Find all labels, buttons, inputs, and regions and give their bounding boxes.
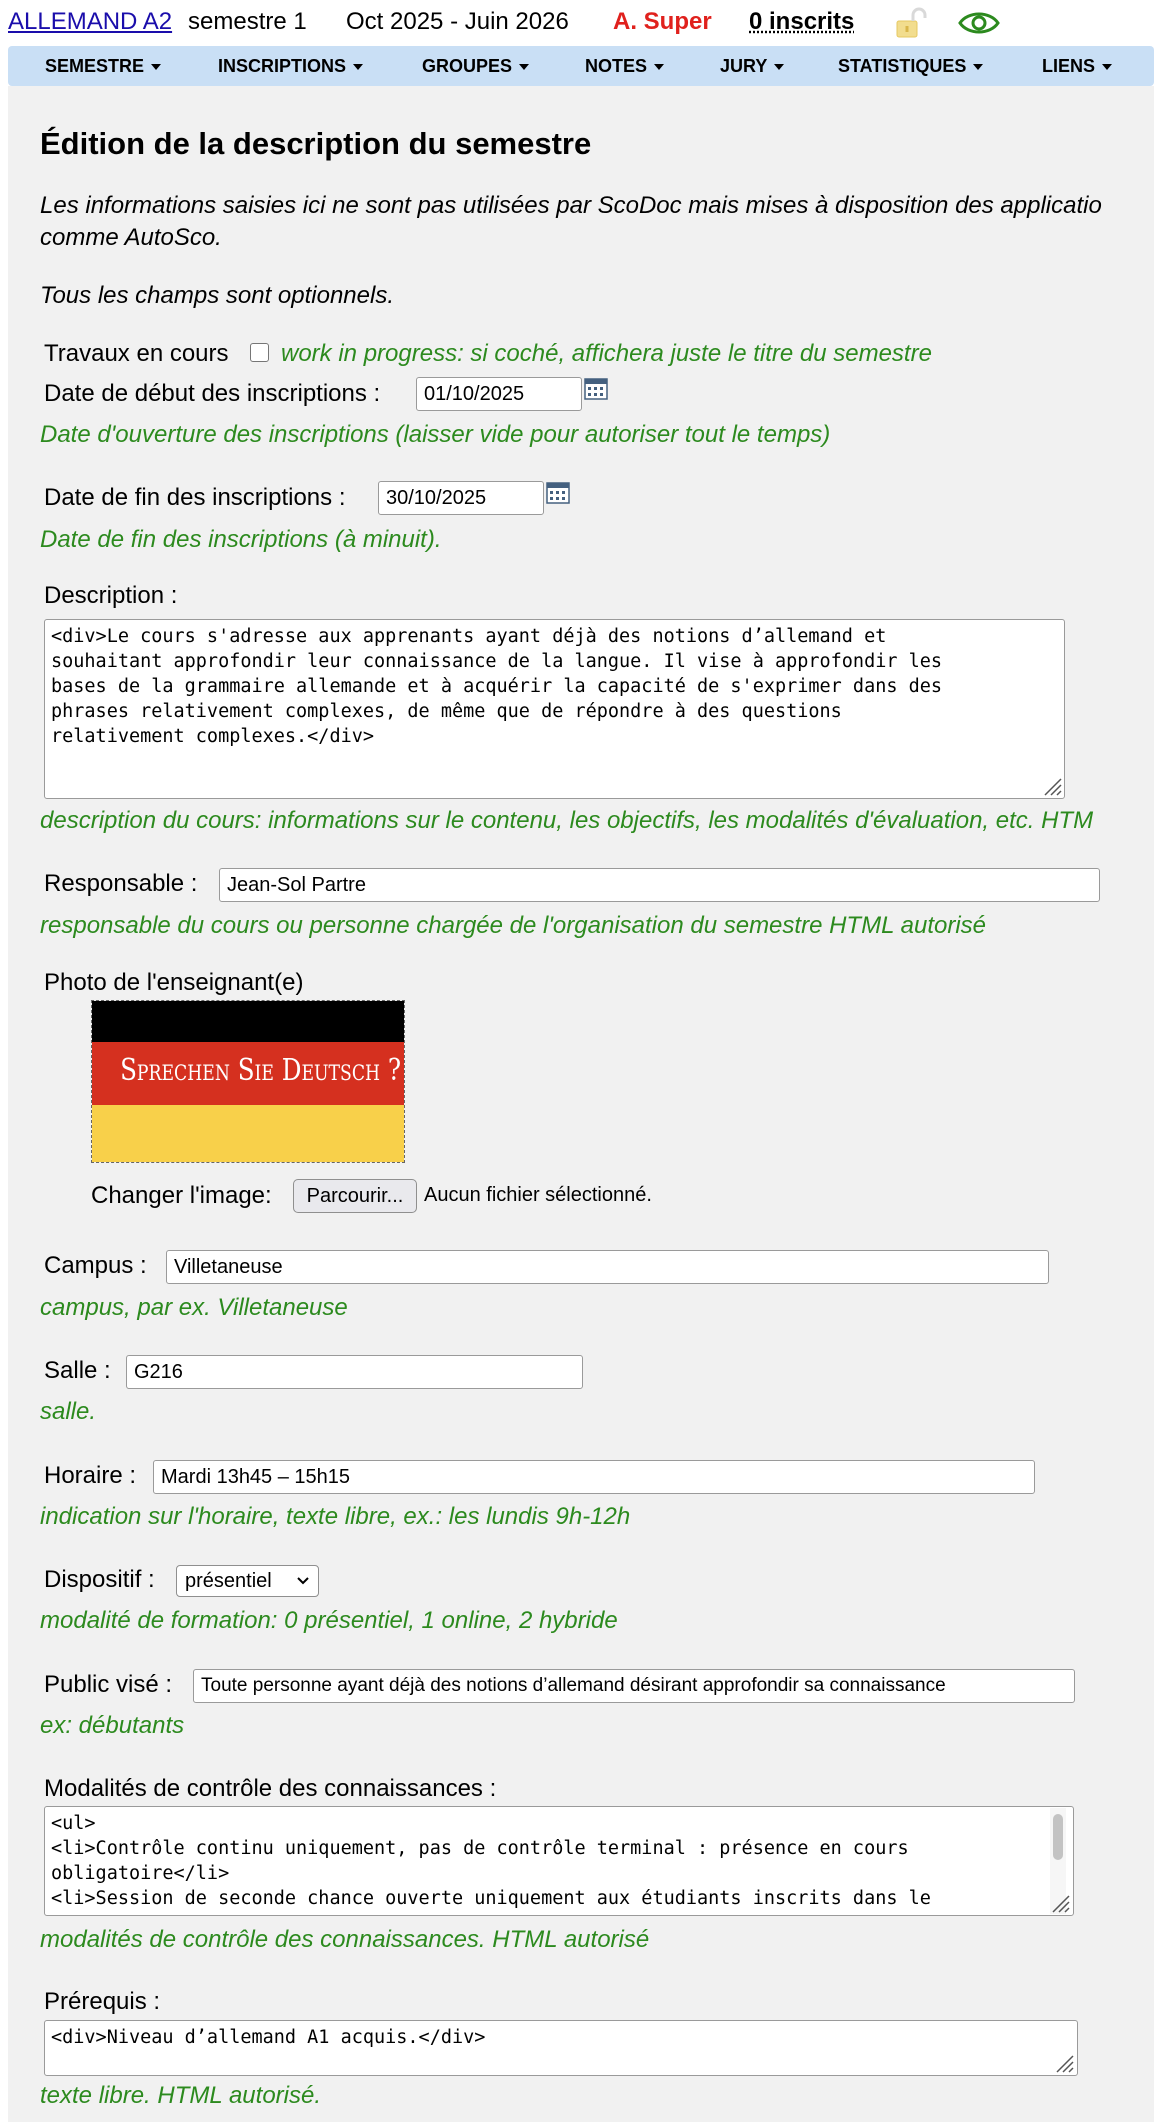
intro-text-line1: Les informations saisies ici ne sont pas utilisées par ScoDoc mais mises à disposition des applicatio [40,192,1102,219]
date-end-input[interactable] [378,481,544,515]
semester-label: semestre 1 [188,8,307,35]
optional-note: Tous les champs sont optionnels. [40,282,394,309]
campus-label: Campus : [44,1252,147,1279]
menu-jury[interactable]: JURY [720,56,784,77]
chevron-down-icon [296,1576,310,1586]
intro-text-line2: comme AutoSco. [40,224,222,251]
no-file-selected: Aucun fichier sélectionné. [424,1184,652,1206]
scroll-thumb[interactable] [1053,1814,1063,1860]
main-content [8,86,1154,2122]
room-input[interactable] [126,1355,583,1389]
schedule-input[interactable] [153,1460,1035,1494]
date-start-help: Date d'ouverture des inscriptions (laisser vide pour autoriser tout le temps) [40,421,831,448]
responsible-input[interactable] [219,868,1100,902]
description-textarea[interactable] [44,619,1065,799]
resize-grip-icon[interactable] [1040,774,1062,796]
mode-select-value: présentiel [185,1570,272,1592]
prerequisites-label: Prérequis : [44,1988,161,2015]
menu-notes[interactable]: NOTES [585,56,664,77]
date-start-label: Date de début des inscriptions : [44,380,381,407]
main-menu [8,46,1154,86]
wip-help: work in progress: si coché, affichera juste le titre du semestre [281,340,932,367]
user-name[interactable]: A. Super [613,8,712,35]
eye-icon[interactable] [958,6,1000,47]
mode-select[interactable] [176,1565,319,1597]
page-title: Édition de la description du semestre [40,126,592,161]
schedule-help: indication sur l'horaire, texte libre, ex.: les lundis 9h-12h [40,1503,631,1530]
enrolled-count[interactable]: 0 inscrits [749,8,855,35]
responsible-label: Responsable : [44,870,198,897]
resize-grip-icon[interactable] [1052,2051,1074,2073]
menu-semestre[interactable]: SEMESTRE [45,56,161,77]
audience-input[interactable] [193,1669,1075,1703]
assessment-help: modalités de contrôle des connaissances. HTML autorisé [40,1926,650,1953]
date-end-help: Date de fin des inscriptions (à minuit). [40,526,442,553]
wip-label: Travaux en cours [44,340,229,367]
campus-input[interactable] [166,1250,1049,1284]
schedule-label: Horaire : [44,1462,137,1489]
top-bar [0,0,1154,46]
date-start-input[interactable] [416,377,582,411]
description-label: Description : [44,582,178,609]
campus-help: campus, par ex. Villetaneuse [40,1294,348,1321]
lock-open-icon[interactable] [893,6,927,47]
browse-button[interactable]: Parcourir... [293,1179,417,1213]
room-label: Salle : [44,1357,111,1384]
room-help: salle. [40,1398,97,1425]
menu-statistiques[interactable]: STATISTIQUES [838,56,983,77]
assessment-textarea[interactable] [44,1806,1074,1916]
responsible-help: responsable du cours ou personne chargée de l'organisation du semestre HTML autorisé [40,912,987,939]
teacher-photo [91,1000,405,1163]
change-image-label: Changer l'image: [91,1182,272,1209]
course-link[interactable]: ALLEMAND A2 [8,8,173,35]
menu-liens[interactable]: LIENS [1042,56,1112,77]
wip-checkbox[interactable] [250,343,269,362]
menu-inscriptions[interactable]: INSCRIPTIONS [218,56,363,77]
description-help: description du cours: informations sur le contenu, les objectifs, les modalités d'évaluation, etc. HTM [40,807,1094,834]
prerequisites-textarea[interactable] [44,2020,1078,2076]
prerequisites-help: texte libre. HTML autorisé. [40,2082,322,2109]
resize-grip-icon[interactable] [1048,1891,1070,1913]
audience-help: ex: débutants [40,1712,185,1739]
calendar-icon[interactable] [546,481,570,505]
mode-label: Dispositif : [44,1566,155,1593]
semester-dates: Oct 2025 - Juin 2026 [346,8,569,35]
assessment-label: Modalités de contrôle des connaissances : [44,1775,497,1802]
audience-label: Public visé : [44,1671,173,1698]
mode-help: modalité de formation: 0 présentiel, 1 online, 2 hybride [40,1607,618,1634]
menu-groupes[interactable]: GROUPES [422,56,529,77]
calendar-icon[interactable] [584,377,608,401]
photo-caption: Sprechen Sie Deutsch ? [120,1053,402,1088]
date-end-label: Date de fin des inscriptions : [44,484,346,511]
photo-label: Photo de l'enseignant(e) [44,969,304,996]
